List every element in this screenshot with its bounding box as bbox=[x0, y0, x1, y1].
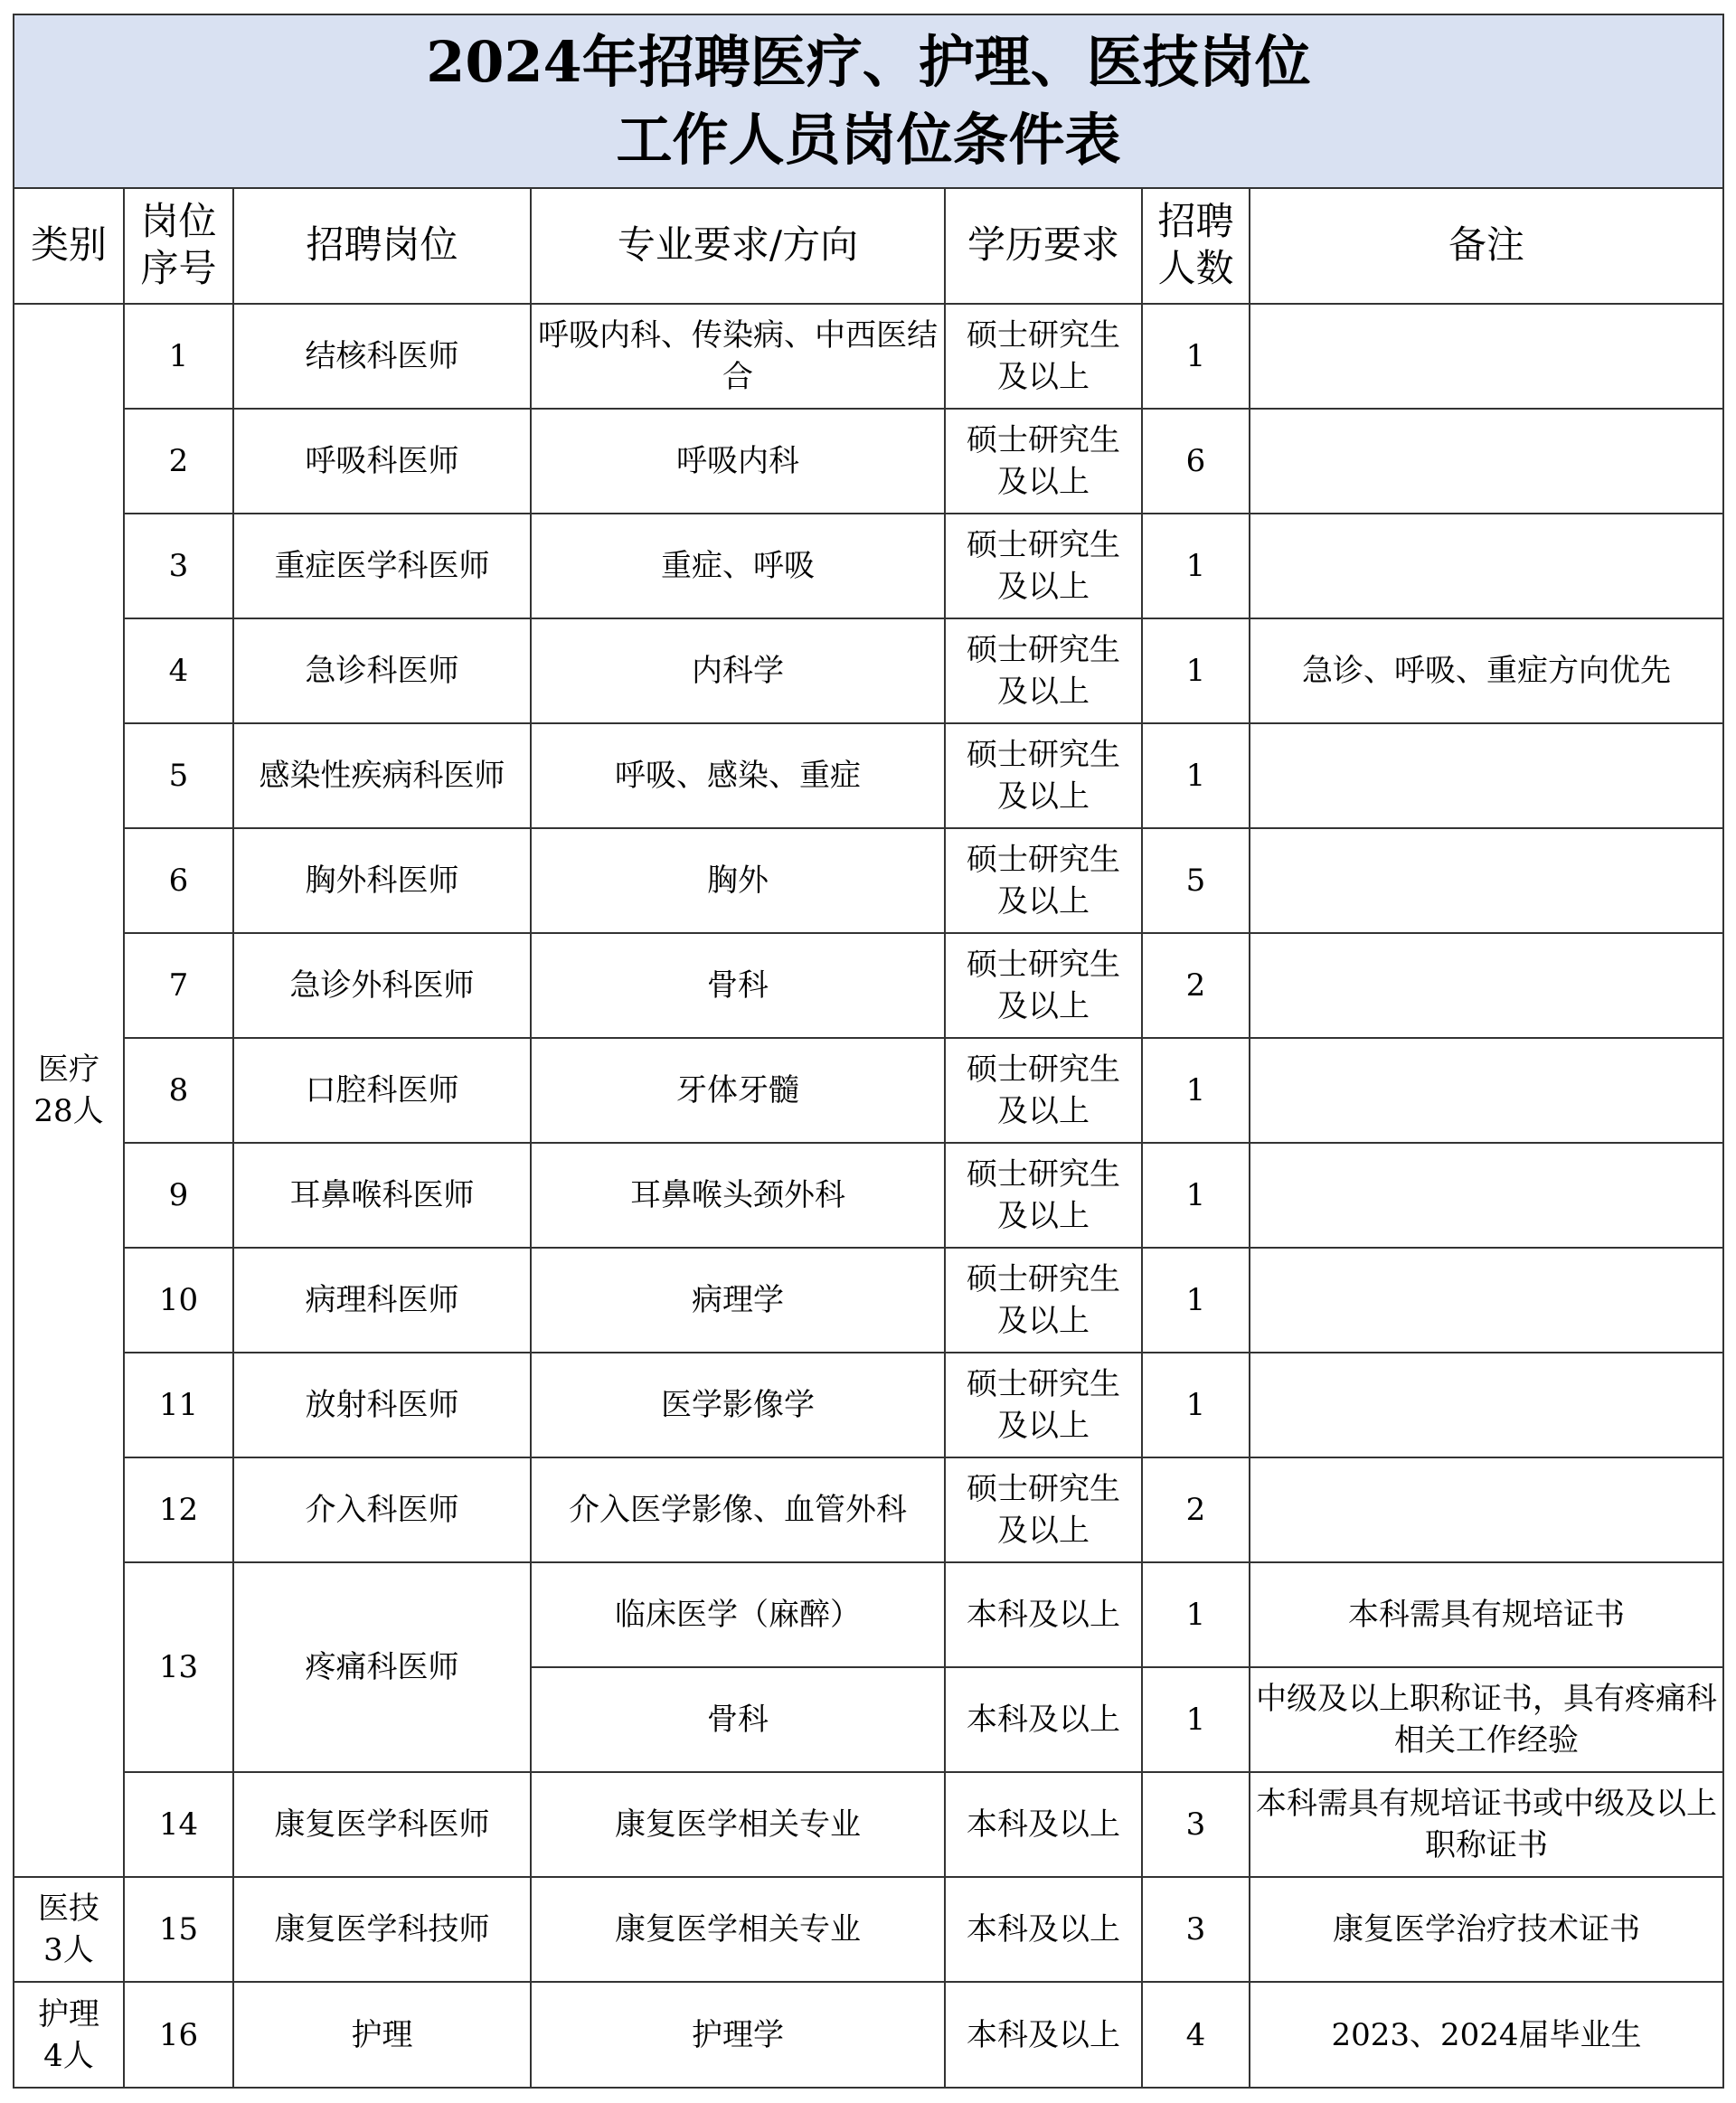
cell-education: 本科及以上 bbox=[945, 1982, 1142, 2087]
title-line-2: 工作人员岗位条件表 bbox=[616, 107, 1121, 173]
cell-count: 1 bbox=[1142, 304, 1250, 409]
table-row bbox=[14, 1038, 1722, 1143]
cell-education: 硕士研究生及以上 bbox=[945, 933, 1142, 1038]
cell-position: 急诊科医师 bbox=[233, 618, 531, 723]
cell-seq: 2 bbox=[124, 409, 233, 514]
cell-note bbox=[1250, 1457, 1722, 1562]
cell-count: 1 bbox=[1142, 514, 1250, 618]
cell-position: 护理 bbox=[233, 1982, 531, 2087]
cell-position: 放射科医师 bbox=[233, 1353, 531, 1457]
table-row bbox=[14, 1982, 1722, 2087]
cell-major: 医学影像学 bbox=[531, 1353, 945, 1457]
cell-note: 本科需具有规培证书或中级及以上职称证书 bbox=[1250, 1772, 1722, 1877]
cell-note: 2023、2024届毕业生 bbox=[1250, 1982, 1722, 2087]
cell-seq: 11 bbox=[124, 1353, 233, 1457]
cell-seq: 14 bbox=[124, 1772, 233, 1877]
cell-position: 感染性疾病科医师 bbox=[233, 723, 531, 828]
header-category: 类别 bbox=[14, 187, 124, 304]
header-count: 招聘人数 bbox=[1142, 187, 1250, 304]
table-row bbox=[14, 409, 1722, 514]
cell-count: 1 bbox=[1142, 1248, 1250, 1353]
cell-seq: 4 bbox=[124, 618, 233, 723]
cell-position: 康复医学科医师 bbox=[233, 1772, 531, 1877]
cell-major: 耳鼻喉头颈外科 bbox=[531, 1143, 945, 1248]
cell-major: 牙体牙髓 bbox=[531, 1038, 945, 1143]
cell-major: 护理学 bbox=[531, 1982, 945, 2087]
header-seq: 岗位序号 bbox=[124, 187, 233, 304]
cell-education: 硕士研究生及以上 bbox=[945, 409, 1142, 514]
cell-education: 硕士研究生及以上 bbox=[945, 1248, 1142, 1353]
cell-major: 呼吸、感染、重症 bbox=[531, 723, 945, 828]
table-row bbox=[14, 1772, 1722, 1877]
header-note: 备注 bbox=[1250, 187, 1722, 304]
cell-note bbox=[1250, 828, 1722, 933]
cell-position: 口腔科医师 bbox=[233, 1038, 531, 1143]
cell-count: 6 bbox=[1142, 409, 1250, 514]
cell-major: 呼吸内科、传染病、中西医结合 bbox=[531, 304, 945, 409]
cell-seq: 1 bbox=[124, 304, 233, 409]
cell-major: 骨科 bbox=[531, 933, 945, 1038]
cell-position: 疼痛科医师 bbox=[233, 1562, 531, 1772]
cell-education: 硕士研究生及以上 bbox=[945, 1038, 1142, 1143]
cell-education: 硕士研究生及以上 bbox=[945, 723, 1142, 828]
cell-position: 结核科医师 bbox=[233, 304, 531, 409]
table-row bbox=[14, 1353, 1722, 1457]
cell-count: 1 bbox=[1142, 1143, 1250, 1248]
cell-education: 本科及以上 bbox=[945, 1667, 1142, 1772]
cell-seq: 9 bbox=[124, 1143, 233, 1248]
header-position: 招聘岗位 bbox=[233, 187, 531, 304]
cell-education: 本科及以上 bbox=[945, 1562, 1142, 1667]
cell-note bbox=[1250, 723, 1722, 828]
cell-note: 急诊、呼吸、重症方向优先 bbox=[1250, 618, 1722, 723]
cell-major: 胸外 bbox=[531, 828, 945, 933]
cell-note bbox=[1250, 1038, 1722, 1143]
table-row bbox=[14, 1877, 1722, 1982]
cell-seq: 3 bbox=[124, 514, 233, 618]
table-row bbox=[14, 618, 1722, 723]
cell-note bbox=[1250, 304, 1722, 409]
header-education: 学历要求 bbox=[945, 187, 1142, 304]
cell-count: 1 bbox=[1142, 1038, 1250, 1143]
cell-position: 急诊外科医师 bbox=[233, 933, 531, 1038]
cell-note bbox=[1250, 1353, 1722, 1457]
cell-position: 康复医学科技师 bbox=[233, 1877, 531, 1982]
cell-major: 康复医学相关专业 bbox=[531, 1877, 945, 1982]
cell-education: 硕士研究生及以上 bbox=[945, 618, 1142, 723]
cell-seq: 13 bbox=[124, 1562, 233, 1772]
cell-major: 重症、呼吸 bbox=[531, 514, 945, 618]
cell-seq: 6 bbox=[124, 828, 233, 933]
cell-education: 硕士研究生及以上 bbox=[945, 828, 1142, 933]
recruitment-table-sheet bbox=[13, 14, 1724, 2089]
cell-count: 1 bbox=[1142, 1667, 1250, 1772]
cell-note bbox=[1250, 514, 1722, 618]
cell-position: 耳鼻喉科医师 bbox=[233, 1143, 531, 1248]
cell-count: 2 bbox=[1142, 1457, 1250, 1562]
table-row bbox=[14, 1562, 1722, 1667]
cell-position: 重症医学科医师 bbox=[233, 514, 531, 618]
cell-count: 1 bbox=[1142, 1562, 1250, 1667]
table-row bbox=[14, 933, 1722, 1038]
cell-note bbox=[1250, 1248, 1722, 1353]
cell-note: 本科需具有规培证书 bbox=[1250, 1562, 1722, 1667]
cell-major: 呼吸内科 bbox=[531, 409, 945, 514]
cell-seq: 12 bbox=[124, 1457, 233, 1562]
cell-education: 硕士研究生及以上 bbox=[945, 1457, 1142, 1562]
table-row bbox=[14, 723, 1722, 828]
cell-education: 本科及以上 bbox=[945, 1877, 1142, 1982]
cell-count: 2 bbox=[1142, 933, 1250, 1038]
table-row bbox=[14, 514, 1722, 618]
cell-count: 3 bbox=[1142, 1772, 1250, 1877]
cell-position: 呼吸科医师 bbox=[233, 409, 531, 514]
title-line-1: 2024年招聘医疗、护理、医技岗位 bbox=[426, 29, 1311, 95]
cell-note bbox=[1250, 409, 1722, 514]
cell-education: 本科及以上 bbox=[945, 1772, 1142, 1877]
cell-education: 硕士研究生及以上 bbox=[945, 304, 1142, 409]
category-tech: 医技3人 bbox=[14, 1877, 124, 1982]
table-row bbox=[14, 1457, 1722, 1562]
cell-count: 4 bbox=[1142, 1982, 1250, 2087]
header-major: 专业要求/方向 bbox=[531, 187, 945, 304]
cell-count: 1 bbox=[1142, 618, 1250, 723]
cell-seq: 10 bbox=[124, 1248, 233, 1353]
cell-note bbox=[1250, 1143, 1722, 1248]
table-row bbox=[14, 828, 1722, 933]
cell-education: 硕士研究生及以上 bbox=[945, 1353, 1142, 1457]
cell-seq: 7 bbox=[124, 933, 233, 1038]
table-row bbox=[14, 1248, 1722, 1353]
cell-count: 1 bbox=[1142, 1353, 1250, 1457]
cell-note: 中级及以上职称证书，具有疼痛科相关工作经验 bbox=[1250, 1667, 1722, 1772]
cell-seq: 16 bbox=[124, 1982, 233, 2087]
cell-seq: 5 bbox=[124, 723, 233, 828]
category-medical: 医疗28人 bbox=[14, 304, 124, 1877]
cell-major: 康复医学相关专业 bbox=[531, 1772, 945, 1877]
table-title bbox=[14, 15, 1722, 189]
cell-major: 病理学 bbox=[531, 1248, 945, 1353]
positions-table bbox=[14, 187, 1722, 2087]
cell-education: 硕士研究生及以上 bbox=[945, 514, 1142, 618]
cell-count: 5 bbox=[1142, 828, 1250, 933]
cell-major: 临床医学（麻醉） bbox=[531, 1562, 945, 1667]
cell-education: 硕士研究生及以上 bbox=[945, 1143, 1142, 1248]
cell-seq: 8 bbox=[124, 1038, 233, 1143]
table-row bbox=[14, 1143, 1722, 1248]
cell-major: 介入医学影像、血管外科 bbox=[531, 1457, 945, 1562]
table-row bbox=[14, 304, 1722, 409]
cell-major: 内科学 bbox=[531, 618, 945, 723]
cell-seq: 15 bbox=[124, 1877, 233, 1982]
cell-position: 胸外科医师 bbox=[233, 828, 531, 933]
cell-major: 骨科 bbox=[531, 1667, 945, 1772]
category-nursing: 护理4人 bbox=[14, 1982, 124, 2087]
cell-note: 康复医学治疗技术证书 bbox=[1250, 1877, 1722, 1982]
cell-position: 介入科医师 bbox=[233, 1457, 531, 1562]
header-row bbox=[14, 187, 1722, 304]
cell-position: 病理科医师 bbox=[233, 1248, 531, 1353]
cell-count: 3 bbox=[1142, 1877, 1250, 1982]
cell-note bbox=[1250, 933, 1722, 1038]
cell-count: 1 bbox=[1142, 723, 1250, 828]
